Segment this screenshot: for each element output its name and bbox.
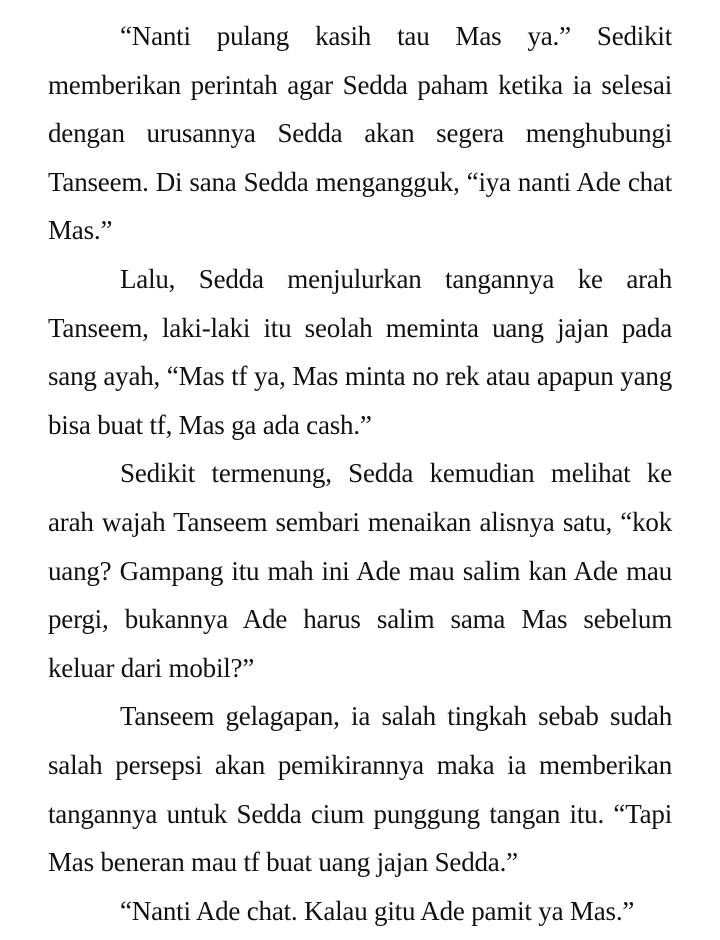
paragraph-3: Sedikit termenung, Sedda kemudian melihat ke arah wajah Tanseem sembari menaikan alisnya satu, “kok uang? Gampang itu mah ini Ade mau salim kan Ade mau pergi, bukannya Ade harus salim sama Mas sebelum keluar dari mobil?” — [48, 458, 672, 683]
paragraph-1: “Nanti pulang kasih tau Mas ya.” Sedikit memberikan perintah agar Sedda paham ketika ia selesai dengan urusannya Sedda akan segera menghubungi Tanseem. Di sana Sedda mengangguk, “iya nanti Ade chat Mas.” — [48, 21, 672, 246]
paragraph-5: “Nanti Ade chat. Kalau gitu Ade pamit ya Mas.” — [120, 895, 635, 926]
paragraph-2: Lalu, Sedda menjulurkan tangannya ke arah Tanseem, laki-laki itu seolah meminta uang jajan pada sang ayah, “Mas tf ya, Mas minta no rek atau apapun yang bisa buat tf, Mas ga ada cash.” — [48, 263, 672, 440]
paragraph-4: Tanseem gelagapan, ia salah tingkah sebab sudah salah persepsi akan pemikirannya maka ia memberikan tangannya untuk Sedda cium punggung tangan itu. “Tapi Mas beneran mau tf buat uang jajan Sedda.” — [48, 701, 672, 878]
